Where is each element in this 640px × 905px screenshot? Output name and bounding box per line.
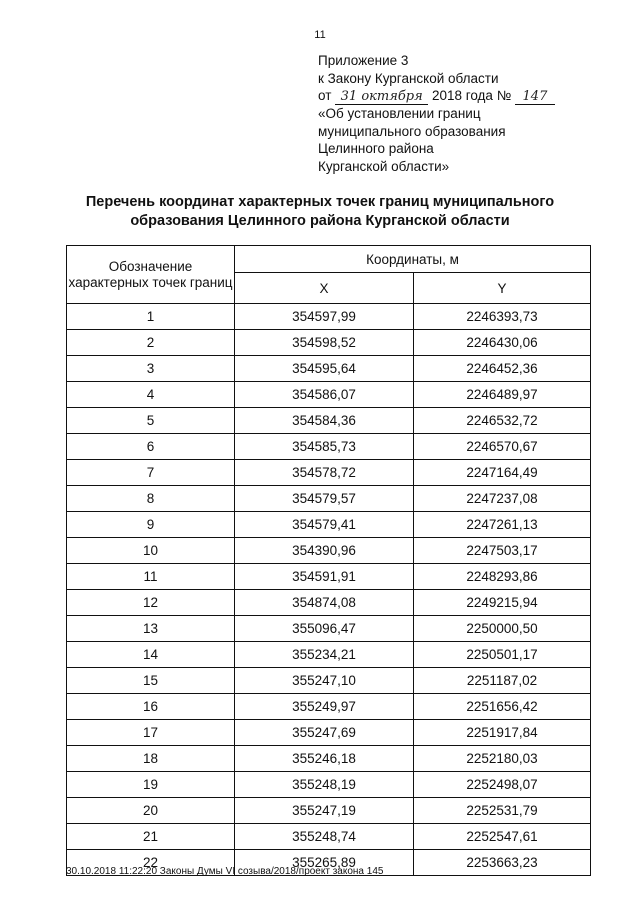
x-coordinate-cell: 355247,19 (235, 798, 414, 824)
y-coordinate-cell: 2246393,73 (414, 304, 591, 330)
table-row (67, 408, 591, 434)
x-coordinate-cell: 354584,36 (235, 408, 414, 434)
point-number-cell: 7 (67, 460, 235, 486)
point-number-cell: 12 (67, 590, 235, 616)
table-row (67, 642, 591, 668)
y-coordinate-cell: 2248293,86 (414, 564, 591, 590)
table-row (67, 694, 591, 720)
x-coordinate-cell: 354390,96 (235, 538, 414, 564)
appendix-date-line (318, 87, 628, 105)
appendix-header (318, 52, 628, 175)
point-number-cell: 3 (67, 356, 235, 382)
x-coordinate-cell: 355234,21 (235, 642, 414, 668)
table-row (67, 486, 591, 512)
table-row (67, 616, 591, 642)
table-row (67, 304, 591, 330)
y-coordinate-cell: 2252547,61 (414, 824, 591, 850)
appendix-law-ref: к Закону Курганской области (318, 70, 499, 86)
x-coordinate-cell: 354578,72 (235, 460, 414, 486)
x-coordinate-cell: 355265,89 (235, 850, 414, 876)
table-row (67, 564, 591, 590)
page-number: 11 (314, 29, 326, 41)
handwritten-law-number: 147 (515, 90, 555, 105)
document-title-line-1: Перечень координат характерных точек границ муниципального (85, 194, 555, 210)
y-coordinate-cell: 2247237,08 (414, 486, 591, 512)
x-coordinate-cell: 354598,52 (235, 330, 414, 356)
table-row (67, 330, 591, 356)
table-row (67, 798, 591, 824)
y-coordinate-cell: 2247503,17 (414, 538, 591, 564)
point-number-cell: 11 (67, 564, 235, 590)
y-coordinate-cell: 2253663,23 (414, 850, 591, 876)
point-number-cell: 21 (67, 824, 235, 850)
y-coordinate-cell: 2251656,42 (414, 694, 591, 720)
y-coordinate-cell: 2246570,67 (414, 434, 591, 460)
x-coordinate-cell: 355248,19 (235, 772, 414, 798)
footer-stamp: 30.10.2018 11:22:20 Законы Думы VI созыва/2018/проект закона 145 (66, 866, 384, 877)
y-coordinate-cell: 2247164,49 (414, 460, 591, 486)
x-coordinate-cell: 354585,73 (235, 434, 414, 460)
y-coordinate-cell: 2251917,84 (414, 720, 591, 746)
y-coordinate-cell: 2246430,06 (414, 330, 591, 356)
y-coordinate-cell: 2247261,13 (414, 512, 591, 538)
table-row (67, 720, 591, 746)
y-coordinate-cell: 2249215,94 (414, 590, 591, 616)
table-row (67, 824, 591, 850)
table-row (67, 460, 591, 486)
table-row (67, 772, 591, 798)
table-row (67, 434, 591, 460)
y-coordinate-cell: 2250000,50 (414, 616, 591, 642)
law-name-line-3: Целинного района (318, 141, 434, 156)
point-number-cell: 10 (67, 538, 235, 564)
handwritten-date: 31 октября (335, 90, 428, 105)
point-number-cell: 2 (67, 330, 235, 356)
point-number-cell: 18 (67, 746, 235, 772)
table-row (67, 512, 591, 538)
y-coordinate-cell: 2246452,36 (414, 356, 591, 382)
table-row (67, 538, 591, 564)
point-number-cell: 22 (67, 850, 235, 876)
header-point-label: Обозначение характерных точек границ (67, 246, 235, 304)
table-row (67, 746, 591, 772)
x-coordinate-cell: 355249,97 (235, 694, 414, 720)
point-number-cell: 14 (67, 642, 235, 668)
document-title-line-2: образования Целинного района Курганской области (130, 213, 510, 229)
table-row (67, 668, 591, 694)
point-number-cell: 5 (67, 408, 235, 434)
point-number-cell: 15 (67, 668, 235, 694)
table-row (67, 382, 591, 408)
x-coordinate-cell: 354595,64 (235, 356, 414, 382)
law-name-line-2: муниципального образования (318, 123, 506, 139)
x-coordinate-cell: 355247,69 (235, 720, 414, 746)
year-text: 2018 года № (431, 88, 512, 103)
document-title (60, 193, 580, 231)
table-body (67, 304, 591, 876)
x-coordinate-cell: 355248,74 (235, 824, 414, 850)
point-number-cell: 6 (67, 434, 235, 460)
law-name-line-4: Курганской области» (318, 158, 450, 174)
point-number-cell: 17 (67, 720, 235, 746)
y-coordinate-cell: 2252531,79 (414, 798, 591, 824)
point-number-cell: 20 (67, 798, 235, 824)
y-coordinate-cell: 2252498,07 (414, 772, 591, 798)
x-coordinate-cell: 355096,47 (235, 616, 414, 642)
appendix-title: Приложение 3 (318, 53, 409, 68)
x-coordinate-cell: 354874,08 (235, 590, 414, 616)
point-number-cell: 19 (67, 772, 235, 798)
y-coordinate-cell: 2250501,17 (414, 642, 591, 668)
date-prefix: от (318, 88, 332, 103)
header-y: Y (414, 273, 591, 304)
y-coordinate-cell: 2251187,02 (414, 668, 591, 694)
point-number-cell: 1 (67, 304, 235, 330)
x-coordinate-cell: 354597,99 (235, 304, 414, 330)
table-row (67, 356, 591, 382)
point-number-cell: 13 (67, 616, 235, 642)
x-coordinate-cell: 354591,91 (235, 564, 414, 590)
x-coordinate-cell: 355247,10 (235, 668, 414, 694)
x-coordinate-cell: 354586,07 (235, 382, 414, 408)
point-number-cell: 8 (67, 486, 235, 512)
header-coordinates: Координаты, м (235, 246, 591, 273)
law-name-line-1: «Об установлении границ (318, 106, 481, 121)
point-number-cell: 4 (67, 382, 235, 408)
x-coordinate-cell: 354579,57 (235, 486, 414, 512)
table-row (67, 590, 591, 616)
coordinates-table (66, 245, 591, 876)
header-x: X (235, 273, 414, 304)
x-coordinate-cell: 355246,18 (235, 746, 414, 772)
point-number-cell: 9 (67, 512, 235, 538)
y-coordinate-cell: 2252180,03 (414, 746, 591, 772)
point-number-cell: 16 (67, 694, 235, 720)
y-coordinate-cell: 2246532,72 (414, 408, 591, 434)
y-coordinate-cell: 2246489,97 (414, 382, 591, 408)
x-coordinate-cell: 354579,41 (235, 512, 414, 538)
